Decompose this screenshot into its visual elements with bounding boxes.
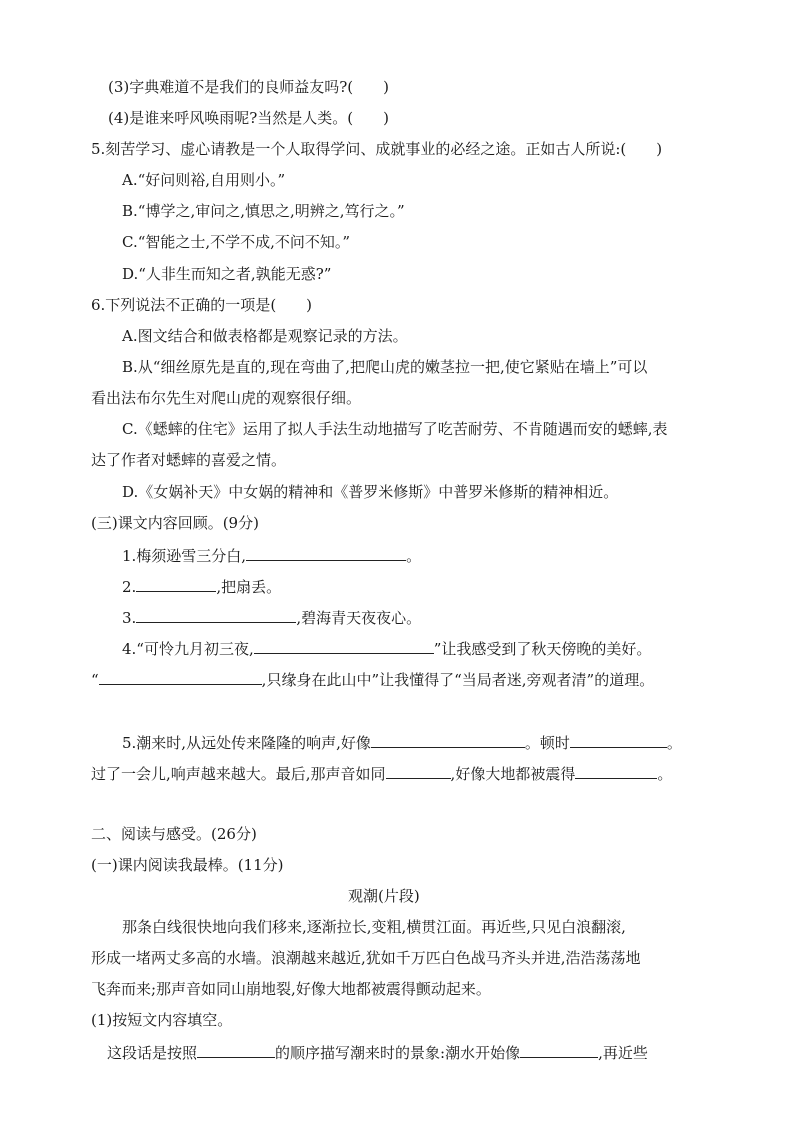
passage-line-3: 飞奔而来;那声音如同山崩地裂,好像大地都被震得颤动起来。 [91, 980, 491, 998]
question-6-option-c-cont: 达了作者对蟋蟀的喜爱之情。 [91, 451, 287, 469]
question-6-option-d: D.《女娲补天》中女娲的精神和《普罗米修斯》中普罗米修斯的精神相近。 [122, 483, 619, 501]
recall-item-4: 4.“可怜九月初三夜, ”让我感受到了秋天傍晚的美好。 [122, 637, 651, 659]
recall-blank-5a[interactable] [371, 731, 525, 748]
reading-blank-2[interactable] [520, 1041, 598, 1058]
reading-fill-line: 这段话是按照 的顺序描写潮来时的景象:潮水开始像 ,再近些 [107, 1041, 648, 1063]
recall-blank-5c[interactable] [386, 762, 451, 779]
question-6-stem: 6.下列说法不正确的一项是( ) [91, 296, 313, 314]
part-2-subheading: (一)课内阅读我最棒。(11分) [91, 856, 284, 874]
recall-item-3: 3. ,碧海青天夜夜心。 [122, 606, 421, 628]
part-2-heading: 二、阅读与感受。(26分) [91, 825, 257, 843]
recall-blank-4b[interactable] [99, 668, 262, 685]
recall-item-5-cont: 过了一会儿,响声越来越大。最后,那声音如同 ,好像大地都被震得 。 [91, 762, 672, 784]
question-6-option-a: A.图文结合和做表格都是观察记录的方法。 [122, 327, 408, 345]
recall-item-5: 5.潮来时,从远处传来隆隆的响声,好像 。顿时 。 [122, 731, 682, 753]
question-6-option-c: C.《蟋蟀的住宅》运用了拟人手法生动地描写了吃苦耐劳、不肯随遇而安的蟋蟀,表 [122, 420, 668, 438]
section-3-heading: (三)课文内容回顾。(9分) [91, 514, 259, 532]
recall-blank-4[interactable] [254, 637, 434, 654]
recall-blank-3[interactable] [136, 606, 296, 623]
question-5-option-a: A.“好问则裕,自用则小。” [122, 171, 286, 189]
recall-blank-1[interactable] [246, 544, 406, 561]
reading-blank-1[interactable] [197, 1041, 275, 1058]
recall-blank-2[interactable] [136, 575, 216, 592]
passage-line-2: 形成一堵两丈多高的水墙。浪潮越来越近,犹如千万匹白色战马齐头并进,浩浩荡荡地 [91, 949, 641, 967]
question-5-option-d: D.“人非生而知之者,孰能无惑?” [122, 265, 332, 283]
recall-item-4b: “ ,只缘身在此山中”让我懂得了“当局者迷,旁观者清”的道理。 [91, 668, 654, 690]
recall-blank-5b[interactable] [570, 731, 667, 748]
recall-item-1: 1.梅须逊雪三分白, 。 [122, 544, 421, 566]
question-5-option-b: B.“博学之,审问之,慎思之,明辨之,笃行之。” [122, 202, 405, 220]
question-3: (3)字典难道不是我们的良师益友吗?( ) [108, 78, 389, 96]
passage-line-1: 那条白线很快地向我们移来,逐渐拉长,变粗,横贯江面。再近些,只见白浪翻滚, [122, 918, 626, 936]
reading-question-1: (1)按短文内容填空。 [91, 1011, 233, 1029]
question-5-stem: 5.刻苦学习、虚心请教是一个人取得学问、成就事业的必经之途。正如古人所说:( ) [91, 140, 663, 158]
passage-title: 观潮(片段) [348, 887, 420, 905]
question-5-option-c: C.“智能之士,不学不成,不问不知。” [122, 233, 351, 251]
question-4: (4)是谁来呼风唤雨呢?当然是人类。( ) [108, 109, 389, 127]
question-6-option-b: B.从“细丝原先是直的,现在弯曲了,把爬山虎的嫩茎拉一把,使它紧贴在墙上”可以 [122, 358, 648, 376]
recall-blank-5d[interactable] [575, 762, 657, 779]
question-6-option-b-cont: 看出法布尔先生对爬山虎的观察很仔细。 [91, 389, 362, 407]
recall-item-2: 2. ,把扇丢。 [122, 575, 281, 597]
